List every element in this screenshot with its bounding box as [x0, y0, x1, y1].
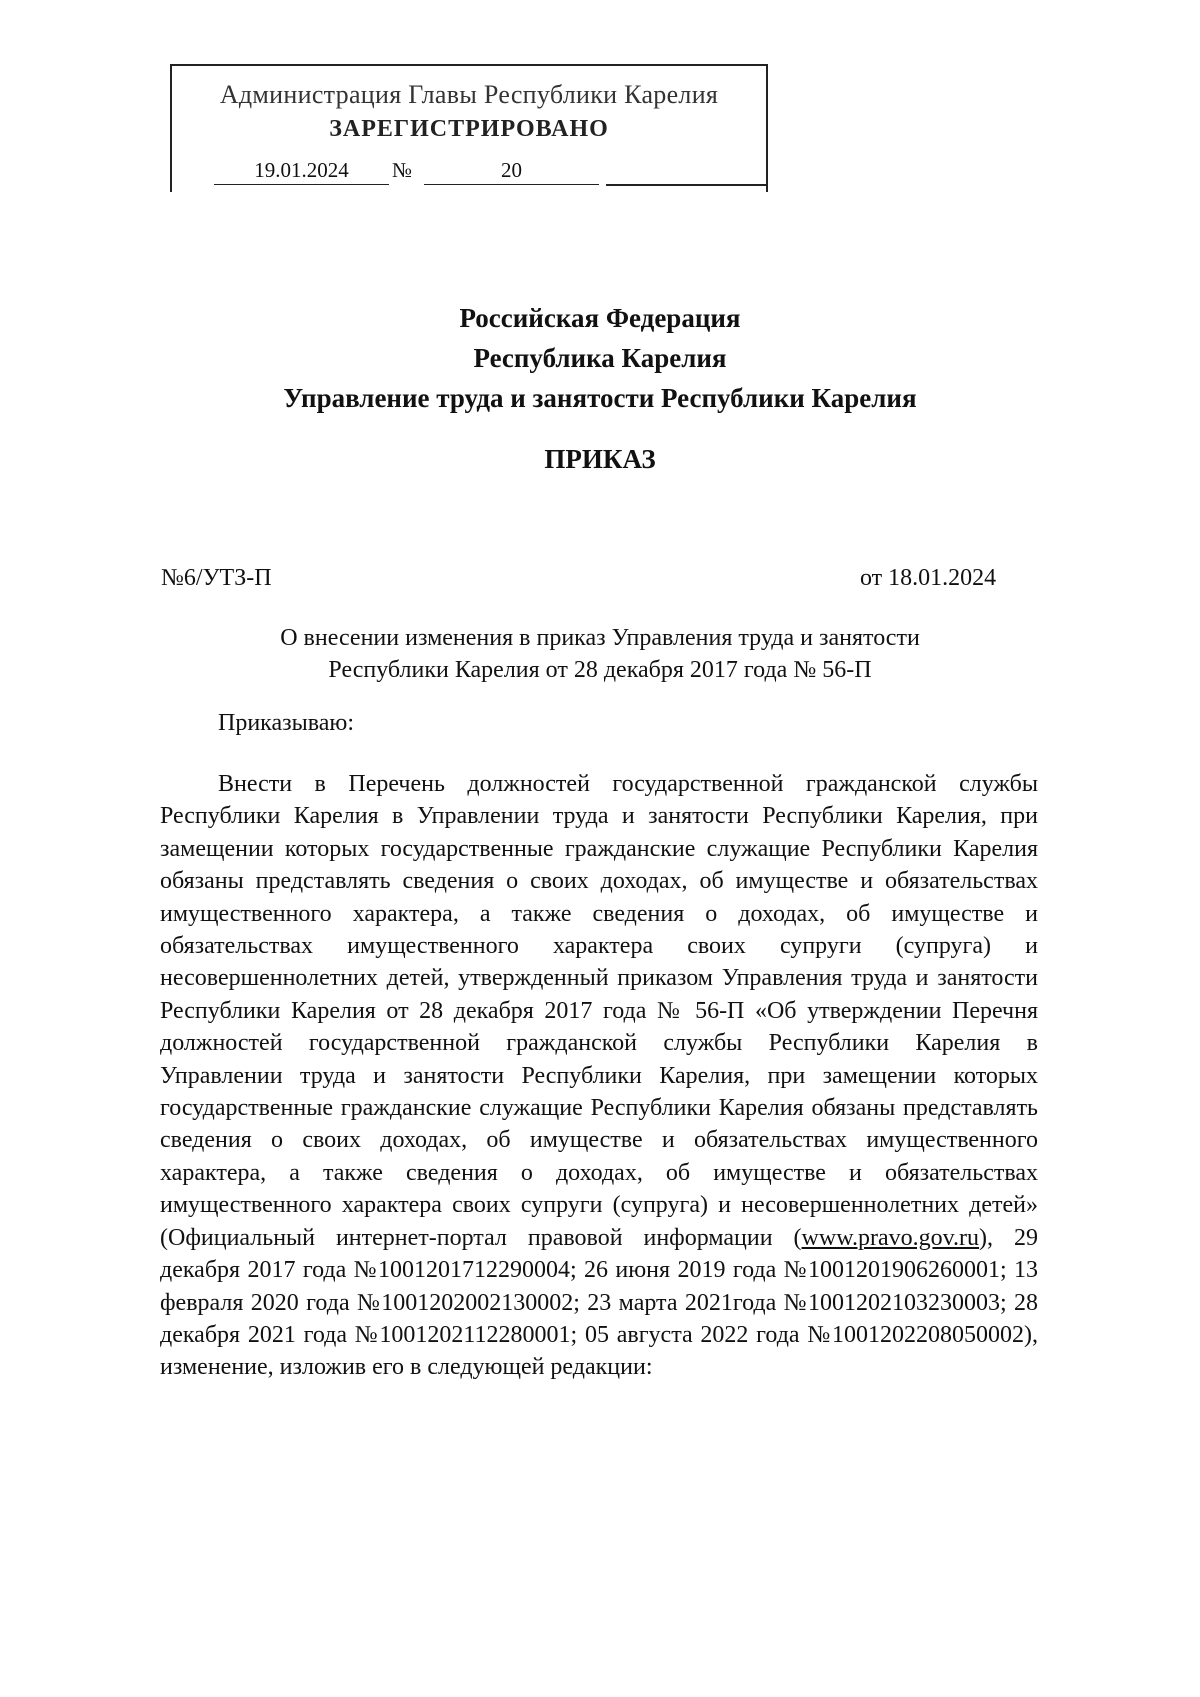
- header-region: Республика Карелия: [473, 343, 727, 373]
- stamp-underline: [606, 184, 766, 186]
- document-type: ПРИКАЗ: [544, 444, 656, 474]
- stamp-number-label: №: [392, 158, 413, 182]
- order-date: от 18.01.2024: [860, 565, 997, 591]
- subject-line-1: О внесении изменения в приказ Управления труда и занятости: [280, 625, 920, 651]
- order-number: №6/УТЗ-П: [161, 565, 272, 591]
- stamp-registration-date: 19.01.2024: [214, 158, 389, 185]
- body-text-part-2: ), 29 декабря 2017 года №1001201712290004; 26 июня 2019 года №1001201906260001; 13 февраля 2020 года №1001202002130002; 23 марта 2021года №1001202103230003; 28 декабря 2021 года №1001202112280001; 05 августа 2022 года №1001202208050002), изменение, изложив его в следующей редакции:: [160, 1224, 1038, 1381]
- body-paragraph: [160, 768, 1038, 1384]
- stamp-registered-label: ЗАРЕГИСТРИРОВАНО: [329, 116, 609, 142]
- body-text-part-1: Внести в Перечень должностей государственной гражданской службы Республики Карелия в Управлении труда и занятости Республики Карелия, при замещении которых государственные гражданские служащие Республики Карелия обязаны представлять сведения о своих доходах, об имуществе и обязательствах имущественного характера, а также сведения о доходах, об имуществе и обязательствах имущественного характера своих супруги (супруга) и несовершеннолетних детей, утвержденный приказом Управления труда и занятости Республики Карелия от 28 декабря 2017 года № 56-П «Об утверждении Перечня должностей государственной гражданской службы Республики Карелия в Управлении труда и занятости Республики Карелия, при замещении которых государственные гражданские служащие Республики Карелия обязаны представлять сведения о своих доходах, об имуществе и обязательствах имущественного характера, а также сведения о доходах, об имуществе и обязательствах имущественного характера своих супруги (супруга) и несовершеннолетних детей» (Официальный интернет-портал правовой информации (: [160, 771, 1038, 1251]
- stamp-registration-line: [214, 158, 764, 184]
- order-subject: [160, 622, 1040, 686]
- stamp-registration-number: 20: [424, 158, 599, 185]
- header-country: Российская Федерация: [459, 303, 741, 333]
- header-agency: Управление труда и занятости Республики Карелия: [283, 383, 917, 413]
- stamp-authority: Администрация Главы Республики Карелия: [219, 80, 719, 109]
- directive-label: Приказываю:: [218, 710, 354, 736]
- subject-line-2: Республики Карелия от 28 декабря 2017 года № 56-П: [328, 657, 872, 683]
- document-header: [0, 298, 1200, 418]
- pravo-link[interactable]: www.pravo.gov.ru: [801, 1224, 980, 1251]
